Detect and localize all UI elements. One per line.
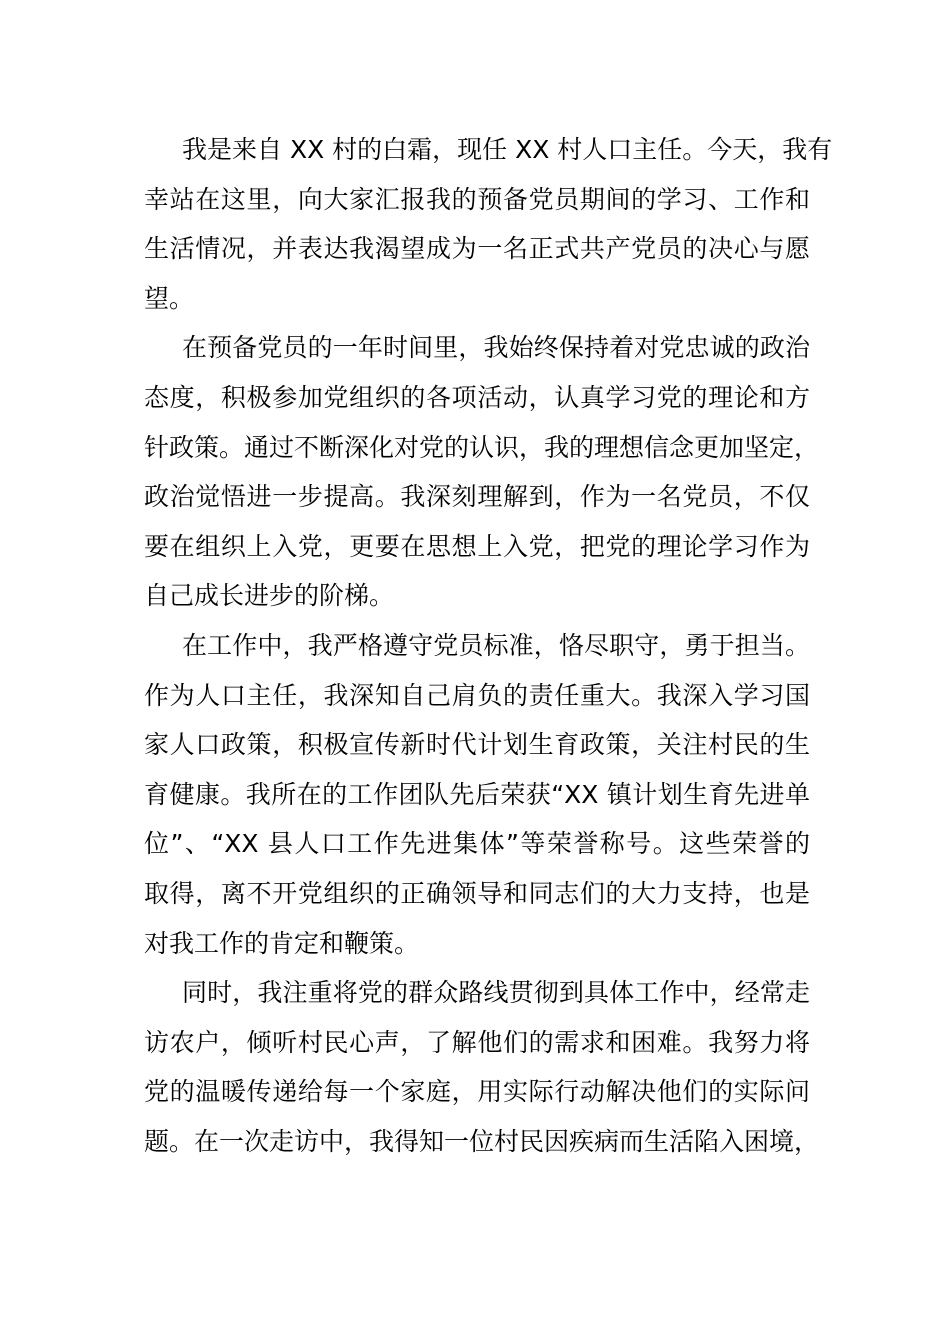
text-line: 题。在一次走访中，我得知一位村民因疾病而生活陷入困境，	[144, 1126, 820, 1156]
text-line: 位”、“XX 县人口工作先进集体”等荣誉称号。这些荣誉的	[144, 829, 810, 859]
text-line: 家人口政策，积极宣传新时代计划生育政策，关注村民的生	[144, 730, 810, 760]
document-body	[144, 125, 833, 1166]
text-line: 作为人口主任，我深知自己肩负的责任重大。我深入学习国	[144, 680, 810, 710]
text-line: 态度，积极参加党组织的各项活动，认真学习党的理论和方	[144, 382, 810, 412]
text-line: 访农户，倾听村民心声，了解他们的需求和困难。我努力将	[144, 1027, 810, 1057]
text-line: 在预备党员的一年时间里，我始终保持着对党忠诚的政治	[182, 333, 810, 363]
text-line: 政治觉悟进一步提高。我深刻理解到，作为一名党员，不仅	[144, 482, 810, 512]
text-line: 取得，离不开党组织的正确领导和同志们的大力支持，也是	[144, 878, 810, 908]
text-line: 在工作中，我严格遵守党员标准，恪尽职守，勇于担当。	[182, 630, 810, 660]
text-line: 我是来自 XX 村的白霜，现任 XX 村人口主任。今天，我有	[182, 135, 833, 164]
text-line: 幸站在这里，向大家汇报我的预备党员期间的学习、工作和	[144, 184, 810, 214]
text-line: 生活情况，并表达我渴望成为一名正式共产党员的决心与愿	[144, 234, 810, 264]
text-line: 育健康。我所在的工作团队先后荣获“XX 镇计划生育先进单	[144, 779, 810, 809]
text-line: 望。	[144, 283, 195, 313]
text-line: 要在组织上入党，更要在思想上入党，把党的理论学习作为	[144, 531, 810, 561]
text-line: 同时，我注重将党的群众路线贯彻到具体工作中，经常走	[182, 978, 810, 1008]
text-line: 针政策。通过不断深化对党的认识，我的理想信念更加坚定，	[144, 432, 820, 462]
text-line: 自己成长进步的阶梯。	[144, 581, 395, 611]
text-line: 党的温暖传递给每一个家庭，用实际行动解决他们的实际问	[144, 1077, 810, 1107]
text-line: 对我工作的肯定和鞭策。	[144, 928, 420, 958]
